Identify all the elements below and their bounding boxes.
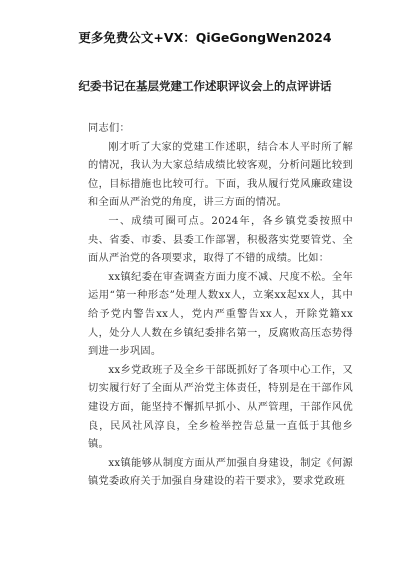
paragraph: xx乡党政班子及全乡干部既抓好了各项中心工作，又切实履行好了全面从严治党主体责任，特别是在干部作风建设方面，能坚持不懈抓早抓小、从严管理，干部作风优良，民风社风淳良，全乡检举控告总量一直低于其他乡镇。: [88, 364, 353, 451]
document-body: [88, 120, 353, 492]
paragraph: 一、成绩可圈可点。2024年，各乡镇党委按照中央、省委、市委、县委工作部署，积极落实党要管党、全面从严治党的各项要求，取得了不错的成绩。比如：: [88, 215, 353, 265]
promo-header: 更多免费公文+VX：QiGeGongWen2024: [78, 30, 332, 45]
greeting: 同志们：: [88, 123, 130, 134]
paragraph: 刚才听了大家的党建工作述职，结合本人平时所了解的情况，我认为大家总结成绩比较客观，分析问题比较到位，目标措施也比较可行。下面，我从履行党风廉政建设和全面从严治党的角度，讲三方面的情况。: [88, 141, 353, 209]
paragraph: xx镇能够从制度方面从严加强自身建设，制定《何源镇党委政府关于加强自身建设的若干要求》，要求党政班: [88, 457, 353, 488]
document-title: 纪委书记在基层党建工作述职评议会上的点评讲话: [78, 79, 332, 93]
paragraph: xx镇纪委在审查调查方面力度不减、尺度不松。全年运用“第一种形态”处理人数xx人，立案xx起xx人，其中给予党内警告xx人，党内严重警告xx人，开除党籍xx人，处分人人数在乡镇纪委排名第一，反腐败高压态势得到进一步巩固。: [88, 271, 353, 358]
